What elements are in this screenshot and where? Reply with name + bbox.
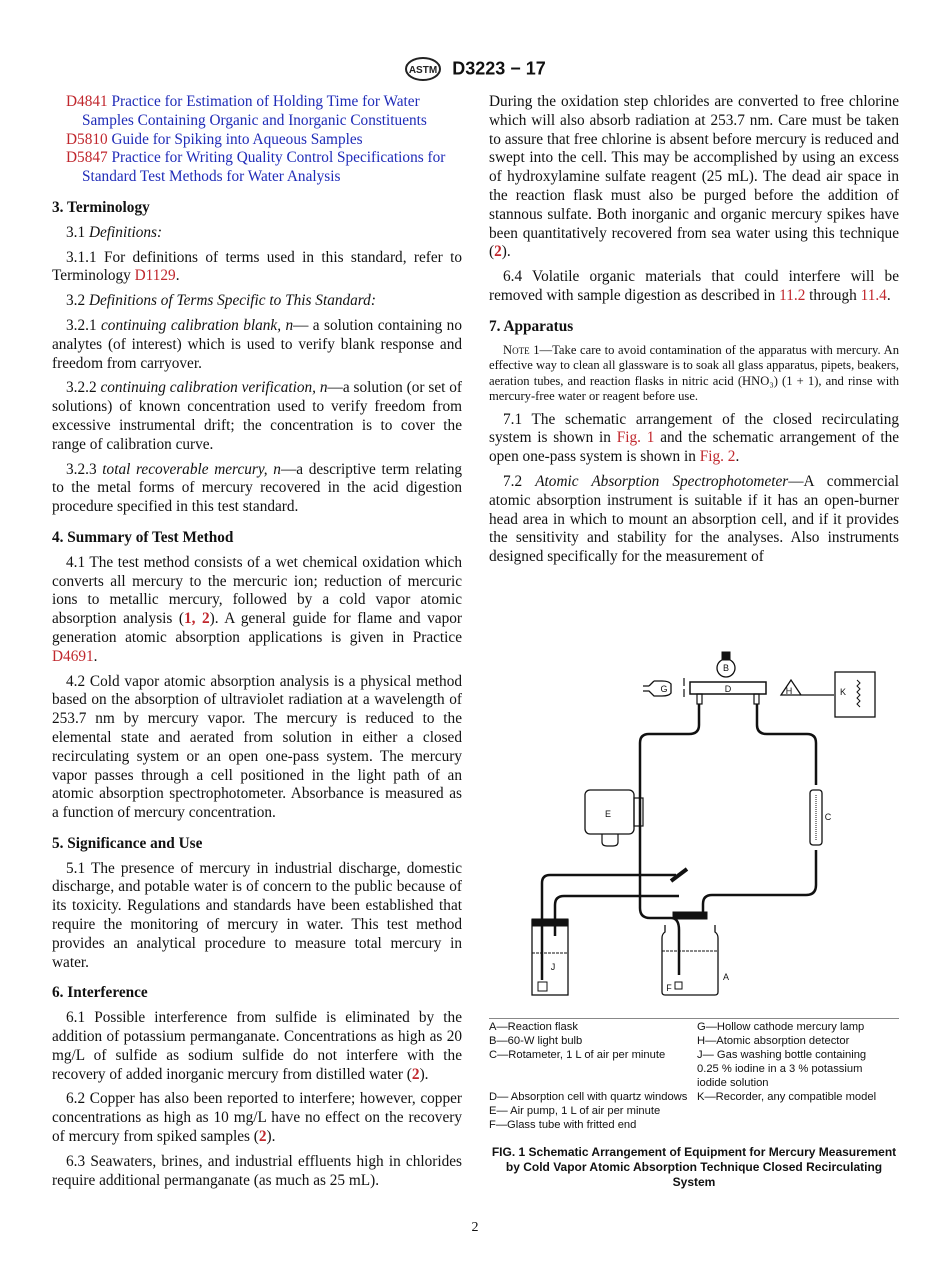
text: 3.2.3: [66, 460, 103, 478]
text: —A commercial atomic absorption instrument is suitable if it has an open-burner head area in which to mount an absorption cell, and if it provides the sensitivity and stability for the analyses. Also instruments designed specifically for the measurement of: [489, 472, 900, 566]
document-designation: D3223 − 17: [452, 58, 546, 79]
text: .: [175, 267, 180, 285]
label-J: J: [550, 962, 556, 972]
section-heading: [52, 199, 462, 218]
text: 5.1 The presence of mercury in industrial discharge, domestic discharge, and potable water is of concern to the public because of its toxicity. Regulations and standards have been established that require the monitoring of mercury in water. This test method provides an analytical procedure to measure total mercury in water.: [52, 859, 462, 971]
label-C: C: [824, 812, 832, 822]
text: Definitions of Terms Specific to This Standard:: [88, 292, 376, 310]
text: ).: [266, 1128, 276, 1146]
paragraph: [489, 268, 899, 306]
text: 3.1.1 For definitions of terms used in this standard, refer to Terminology: [52, 248, 462, 285]
paragraph: [52, 673, 462, 823]
section-heading: [52, 835, 462, 854]
paragraph: [52, 249, 462, 287]
paragraph: [52, 292, 462, 311]
reference-link[interactable]: D4691: [52, 647, 94, 665]
legend-item: E— Air pump, 1 L of air per minute: [489, 1105, 661, 1117]
reference-link[interactable]: D5847: [66, 149, 108, 167]
reference-link[interactable]: 2: [494, 243, 502, 261]
text: .: [93, 647, 98, 665]
paragraph: [489, 473, 899, 567]
page-header: [0, 56, 950, 82]
text: 4. Summary of Test Method: [52, 528, 234, 546]
paragraph: [52, 379, 462, 454]
reference-link[interactable]: Fig. 2: [699, 448, 736, 466]
text: total recoverable mercury, n: [102, 460, 281, 478]
svg-text:ASTM: ASTM: [409, 65, 438, 76]
text: ). A general guide for flame and vapor generation atomic absorption applications is given in Practice: [52, 610, 462, 646]
label-B: B: [722, 663, 730, 673]
text: —a solution (or set of solutions) of known concentration used to verify freedom from excessive instrumental drift; the concentration is to cover the range of calibration curve.: [52, 379, 462, 453]
reference-item: [52, 149, 462, 187]
tubing: [640, 704, 699, 975]
legend-item: J— Gas washing bottle containing 0.25 % iodine in a 3 % potassium iodide solution: [697, 1049, 867, 1089]
text: through: [805, 286, 861, 304]
paragraph: [489, 411, 899, 467]
text: Definitions:: [88, 223, 163, 241]
page-number: 2: [471, 1220, 479, 1235]
paragraph: [52, 224, 462, 243]
text: ).: [419, 1065, 429, 1083]
legend-item: H—Atomic absorption detector: [697, 1035, 850, 1047]
label-D: D: [724, 684, 732, 694]
paragraph: [52, 860, 462, 973]
text: .: [735, 448, 740, 466]
paragraph: [52, 1009, 462, 1084]
right-column: [489, 93, 899, 573]
text: 3.2.1: [66, 316, 101, 334]
legend-item: F—Glass tube with fritted end: [489, 1119, 637, 1131]
text: 5. Significance and Use: [52, 834, 203, 852]
legend-item: D— Absorption cell with quartz windows: [489, 1091, 688, 1103]
text: 3.2: [66, 292, 89, 310]
tubing: [555, 896, 679, 936]
tubing: [703, 704, 816, 915]
label-F: F: [666, 983, 672, 993]
legend-item: K—Recorder, any compatible model: [697, 1091, 877, 1103]
text: 3.1: [66, 223, 89, 241]
text: 7.2: [503, 472, 536, 490]
reference-link[interactable]: 11.2: [779, 286, 806, 304]
paragraph: [52, 317, 462, 373]
text: 4.2 Cold vapor atomic absorption analysis is a physical method based on the absorption of ultraviolet radiation at a wavelength of 253.7 nm by mercury vapor. The mercury is reduced to the elemental state and aerated from solution in either a closed recirculating system or an open one-pass system. The mercury vapor passes through a cell positioned in the light path of an atomic absorption spectrophotometer. Absorbance is measured as a function of mercury concentration.: [52, 672, 462, 822]
label-H: H: [785, 686, 793, 696]
paragraph: [489, 93, 899, 262]
reference-link[interactable]: 2: [411, 1065, 420, 1083]
legend-item: A—Reaction flask: [489, 1021, 578, 1033]
reference-link[interactable]: 2: [258, 1128, 267, 1146]
paragraph: [52, 554, 462, 667]
reference-link[interactable]: D5810: [66, 130, 108, 148]
paragraph: [52, 461, 462, 517]
section-heading: [52, 529, 462, 548]
figure-caption: FIG. 1 Schematic Arrangement of Equipment for Mercury Measurement by Cold Vapor Atomic Absorption Technique Closed Recirculating System: [491, 1145, 897, 1189]
text: 4.1 The test method consists of a wet chemical oxidation which converts all mercury to the mercuric ion; reduction of mercuric ions to metallic mercury, followed by a cold vapor atomic absorption analysis (: [52, 553, 462, 628]
reference-link[interactable]: Guide for Spiking into Aqueous Samples: [107, 130, 363, 148]
text: Note: [503, 342, 530, 357]
text: —a descriptive term relating to the metal forms of mercury recovered in the acid digestion procedure specified in this test standard.: [52, 460, 462, 516]
legend-item: C—Rotameter, 1 L of air per minute: [489, 1049, 666, 1061]
paragraph: [52, 1153, 462, 1191]
reference-link[interactable]: D4841: [66, 93, 108, 110]
text: continuing calibration blank, n: [101, 316, 294, 334]
label-E: E: [604, 809, 612, 819]
reference-item: [52, 131, 462, 150]
label-K: K: [839, 687, 847, 697]
tubing: [542, 875, 676, 980]
washing-bottle-J: [532, 920, 568, 995]
text: .: [886, 286, 891, 304]
text: and the schematic arrangement of the open one-pass system is shown in: [489, 429, 900, 466]
astm-logo-icon: [404, 56, 442, 82]
text: Atomic Absorption Spectrophotometer: [535, 472, 789, 490]
section-heading: [52, 984, 462, 1003]
label-A: A: [722, 972, 730, 982]
text: During the oxidation step chlorides are converted to free chlorine which will also absorb radiation at 253.7 nm. Care must be taken to assure that free chlorine is absent before mercury is reduced and swept into the cell. This may be accomplished by using an excess of hydroxylamine sulfate reagent (25 mL). The dead air space in the reaction flask must also be purged before the addition of stannous sulfate. Both inorganic and organic mercury spikes have been quantitatively recovered from sea water using this technique (: [489, 93, 899, 261]
left-column: [52, 93, 462, 1196]
reference-link[interactable]: D1129: [134, 267, 176, 285]
text: — a solution containing no analytes (of interest) which is used to verify blank response and freedom from carryover.: [52, 316, 462, 372]
text: 1—Take care to avoid contamination of the apparatus with mercury. An effective way to clean all glassware is to soak all glass apparatus, pipets, beakers, aeration tubes, and reaction flasks in nitric acid (HNO₃) (1 + 1), and rinse with mercury-free water or reagent before use.: [489, 342, 899, 404]
paragraph: [52, 1090, 462, 1146]
figure-1-schematic: [489, 640, 909, 1015]
reference-link[interactable]: Practice for Estimation of Holding Time for Water Samples Containing Organic and Inorganic Constituents: [82, 93, 427, 129]
text: 6.2 Copper has also been reported to interfere; however, copper concentrations as high as 10 mg/L have no effect on the recovery of mercury from spiked samples (: [52, 1090, 462, 1146]
section-heading: [489, 318, 899, 337]
text: 6.4 Volatile organic materials that could interfere will be removed with sample digestion as described in: [489, 268, 899, 304]
text: 3.2.2: [66, 379, 101, 397]
reference-item: [52, 93, 462, 131]
text: 7. Apparatus: [489, 317, 574, 335]
text: 7.1 The schematic arrangement of the closed recirculating system is shown in: [489, 410, 899, 447]
text: ).: [501, 243, 511, 261]
text: 6. Interference: [52, 984, 148, 1002]
legend-divider: [489, 1018, 899, 1019]
label-G: G: [660, 684, 668, 694]
reference-link[interactable]: Fig. 1: [616, 429, 655, 447]
legend-item: B—60-W light bulb: [489, 1035, 583, 1047]
reference-link[interactable]: 11.4: [860, 286, 887, 304]
text: continuing calibration verification, n: [100, 379, 328, 397]
text: 3. Terminology: [52, 198, 150, 216]
text: 6.1 Possible interference from sulfide is eliminated by the addition of potassium permanganate. Concentrations as high as 20 mg/L of sulfide as sodium sulfide do not interfere with the recovery of added inorganic mercury from distilled water (: [52, 1009, 462, 1083]
reference-link[interactable]: Practice for Writing Quality Control Specifications for Standard Test Methods for Water Analysis: [82, 149, 446, 186]
note: [489, 343, 899, 405]
text: 6.3 Seawaters, brines, and industrial effluents high in chlorides require additional permanganate (as much as 25 mL).: [52, 1152, 462, 1189]
reference-link[interactable]: 1, 2: [183, 610, 210, 628]
legend-item: G—Hollow cathode mercury lamp: [697, 1021, 865, 1033]
